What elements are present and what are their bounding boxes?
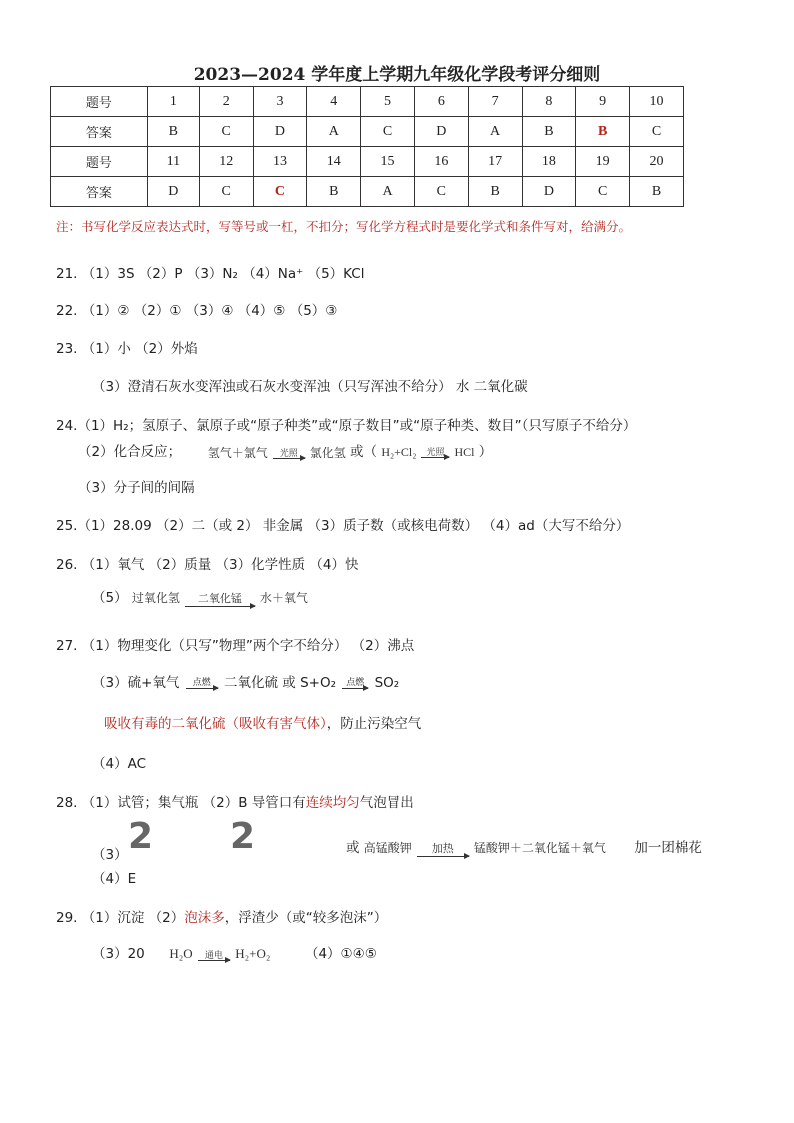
table-cell: 14	[307, 147, 361, 177]
table-cell: B	[307, 177, 361, 207]
chemical-equation	[381, 445, 474, 460]
table-cell: 16	[414, 147, 468, 177]
reactants: 高锰酸钾	[363, 841, 412, 856]
row-label: 答案	[51, 177, 148, 207]
table-cell: 15	[361, 147, 415, 177]
word-equation	[364, 839, 606, 856]
table-cell: 6	[414, 87, 468, 117]
answer-text: 气泡冒出	[359, 795, 414, 811]
answer-text: （3）20	[92, 946, 145, 962]
table-cell: 1	[147, 87, 199, 117]
products: 氯化氢	[309, 445, 346, 460]
handwritten-digit: 2	[230, 816, 256, 857]
products: SO₂	[374, 675, 400, 691]
table-cell: 9	[576, 87, 630, 117]
answer-text: 29. （1）沉淀 （2）	[56, 910, 185, 926]
or-text: 或（	[350, 444, 378, 460]
answer-24-part1: 24.（1）H₂；氢原子、氯原子或“原子种类”或“原子数目”或“原子种类、数目”（只写原子不给分）	[56, 418, 637, 434]
table-cell: 4	[307, 87, 361, 117]
chemical-equation	[169, 946, 270, 962]
scoring-note: 注：书写化学反应表达式时，写等号或一杠，不扣分；写化学方程式时是要化学式和条件写对，给满分。	[56, 219, 632, 234]
table-cell: C	[199, 177, 253, 207]
reaction-arrow	[417, 843, 469, 857]
reaction-arrow	[421, 447, 449, 458]
answer-23-part2: （3）澄清石灰水变浑浊或石灰水变浑浊（只写浑浊不给分） 水 二氧化碳	[92, 379, 528, 395]
products: 水＋氧气	[259, 591, 308, 606]
reactants: H₂+Cl₂	[381, 444, 417, 459]
table-cell: B	[147, 117, 199, 147]
reactants: 过氧化氢	[131, 591, 180, 606]
table-cell: C	[576, 177, 630, 207]
row-label: 题号	[51, 147, 148, 177]
word-equation	[208, 444, 346, 461]
answer-25: 25.（1）28.09 （2）二（或 2） 非金属 （3）质子数（或核电荷数） （4）ad（大写不给分）	[56, 518, 630, 534]
answer-28-part3: （4）E	[92, 871, 137, 887]
answer-text: 加一团棉花	[634, 840, 702, 856]
table-cell: 18	[522, 147, 576, 177]
reaction-condition: 点燃	[192, 677, 211, 688]
highlighted-answer: 泡沫多	[184, 910, 225, 926]
table-cell: A	[468, 117, 522, 147]
answer-28-part2-prefix: （3）	[92, 847, 128, 863]
answer-text: ，防止污染空气	[326, 716, 422, 732]
table-cell: C	[253, 177, 307, 207]
table-cell: C	[361, 117, 415, 147]
answer-29-part2	[92, 942, 377, 962]
answer-27-part4: （4）AC	[92, 756, 147, 772]
table-cell: B	[576, 117, 630, 147]
reaction-condition: 光照	[279, 448, 298, 459]
table-cell: C	[199, 117, 253, 147]
answer-table	[50, 86, 684, 207]
table-row	[51, 87, 684, 117]
highlighted-answer: 吸收有毒的二氧化硫（吸收有害气体）	[104, 716, 327, 732]
page-title: 2023—2024 学年度上学期九年级化学段考评分细则	[193, 65, 601, 85]
answer-text: 28. （1）试管；集气瓶 （2）B 导管口有	[56, 795, 306, 811]
table-row	[51, 177, 684, 207]
answer-24-part2	[78, 440, 492, 461]
word-equation	[132, 589, 308, 606]
table-cell: 17	[468, 147, 522, 177]
reactants: 氢气＋氯气	[207, 445, 268, 460]
answer-24-prefix: （2）化合反应；	[78, 444, 182, 460]
answer-text: ，浮渣少（或“较多泡沫”）	[224, 910, 388, 926]
products: 锰酸钾＋二氧化锰＋氧气	[473, 841, 606, 856]
table-cell: B	[522, 117, 576, 147]
table-cell: 13	[253, 147, 307, 177]
table-cell: 2	[199, 87, 253, 117]
answer-27-part3	[104, 712, 421, 732]
table-cell: D	[147, 177, 199, 207]
handwritten-digit: 2	[128, 816, 154, 857]
table-cell: 8	[522, 87, 576, 117]
table-cell: 19	[576, 147, 630, 177]
answer-23-part1: 23. （1）小 （2）外焰	[56, 341, 198, 357]
answer-26-prefix: （5）	[92, 590, 128, 606]
answer-29-part1	[56, 906, 387, 926]
answer-21: 21. （1）3S （2）P （3）N₂ （4）Na⁺ （5）KCl	[56, 266, 365, 282]
table-cell: 7	[468, 87, 522, 117]
answer-26-part2	[92, 586, 308, 607]
or-text: 或	[346, 840, 360, 856]
table-cell: 11	[147, 147, 199, 177]
products: 二氧化硫 或 S+O₂	[224, 675, 337, 691]
reaction-condition: 点燃	[346, 677, 365, 688]
answer-24-part3: （3）分子间的间隔	[78, 480, 195, 496]
reaction-arrow	[342, 678, 368, 689]
reaction-condition: 通电	[204, 949, 223, 960]
table-cell: A	[361, 177, 415, 207]
table-cell: 5	[361, 87, 415, 117]
reaction-arrow	[186, 678, 218, 689]
table-cell: 10	[630, 87, 684, 117]
answer-27-part2	[92, 671, 399, 691]
table-cell: D	[414, 117, 468, 147]
table-cell: 20	[630, 147, 684, 177]
table-cell: C	[414, 177, 468, 207]
answer-26-part1: 26. （1）氧气 （2）质量 （3）化学性质 （4）快	[56, 557, 359, 573]
products: HCl	[454, 444, 475, 459]
reactants: （3）硫+氧气	[92, 675, 180, 691]
table-row	[51, 117, 684, 147]
table-row	[51, 147, 684, 177]
table-cell: B	[468, 177, 522, 207]
table-cell: A	[307, 117, 361, 147]
reaction-condition: 加热	[431, 842, 454, 855]
reaction-arrow	[273, 448, 305, 459]
answer-28-part2	[346, 836, 702, 857]
table-cell: D	[253, 117, 307, 147]
reaction-condition: 光照	[426, 447, 445, 458]
table-cell: B	[630, 177, 684, 207]
row-label: 答案	[51, 117, 148, 147]
answer-22: 22. （1）② （2）① （3）④ （4）⑤ （5）③	[56, 303, 338, 319]
close-paren: ）	[478, 444, 493, 460]
table-cell: 3	[253, 87, 307, 117]
reaction-arrow	[198, 950, 230, 961]
highlighted-answer: 连续均匀	[305, 795, 360, 811]
answer-text: （4）①④⑤	[304, 946, 377, 962]
table-cell: C	[630, 117, 684, 147]
answer-28-part1	[56, 791, 414, 811]
row-label: 题号	[51, 87, 148, 117]
reactants: H₂O	[169, 946, 193, 961]
table-cell: 12	[199, 147, 253, 177]
products: H₂+O₂	[235, 946, 271, 961]
reaction-arrow	[185, 593, 255, 607]
answer-27-part1: 27. （1）物理变化（只写”物理”两个字不给分） （2）沸点	[56, 638, 415, 654]
table-cell: D	[522, 177, 576, 207]
reaction-condition: 二氧化锰	[197, 592, 242, 605]
